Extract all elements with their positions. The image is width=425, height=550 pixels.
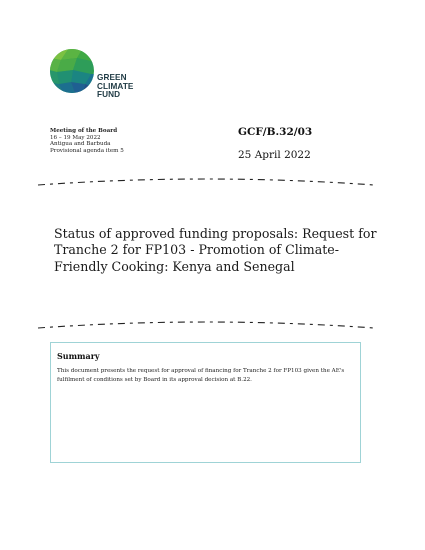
top-wave-rule (36, 175, 376, 189)
meeting-info (50, 128, 124, 154)
document-id: GCF/B.32/03 (238, 126, 313, 138)
meeting-label: Meeting of the Board (50, 128, 118, 134)
meeting-location: Antigua and Barbuda (50, 141, 111, 148)
document-date: 25 April 2022 (238, 149, 311, 161)
summary-text: This document presents the request for approval of financing for Tranche 2 for FP103 given the AE's fulfilment of conditions set by Board in its approval decision at B.22. (57, 368, 345, 384)
logo-line-3: FUND (97, 90, 121, 100)
logo-wordmark (97, 74, 133, 100)
bottom-wave-rule (36, 318, 376, 332)
logo-line-1: GREEN (97, 73, 127, 82)
document-title: Status of approved funding proposals: Request for Tranche 2 for FP103 - Promotion of Climate-Friendly Cooking: Kenya and Senegal (54, 226, 377, 274)
summary-box (50, 342, 361, 463)
globe-icon (49, 48, 95, 94)
meeting-dates: 16 – 19 May 2022 (50, 134, 101, 141)
gcf-logo (49, 48, 149, 98)
summary-heading: Summary (57, 351, 100, 361)
logo-line-2: CLIMATE (97, 81, 134, 91)
agenda-item: Provisional agenda item 5 (50, 147, 124, 154)
